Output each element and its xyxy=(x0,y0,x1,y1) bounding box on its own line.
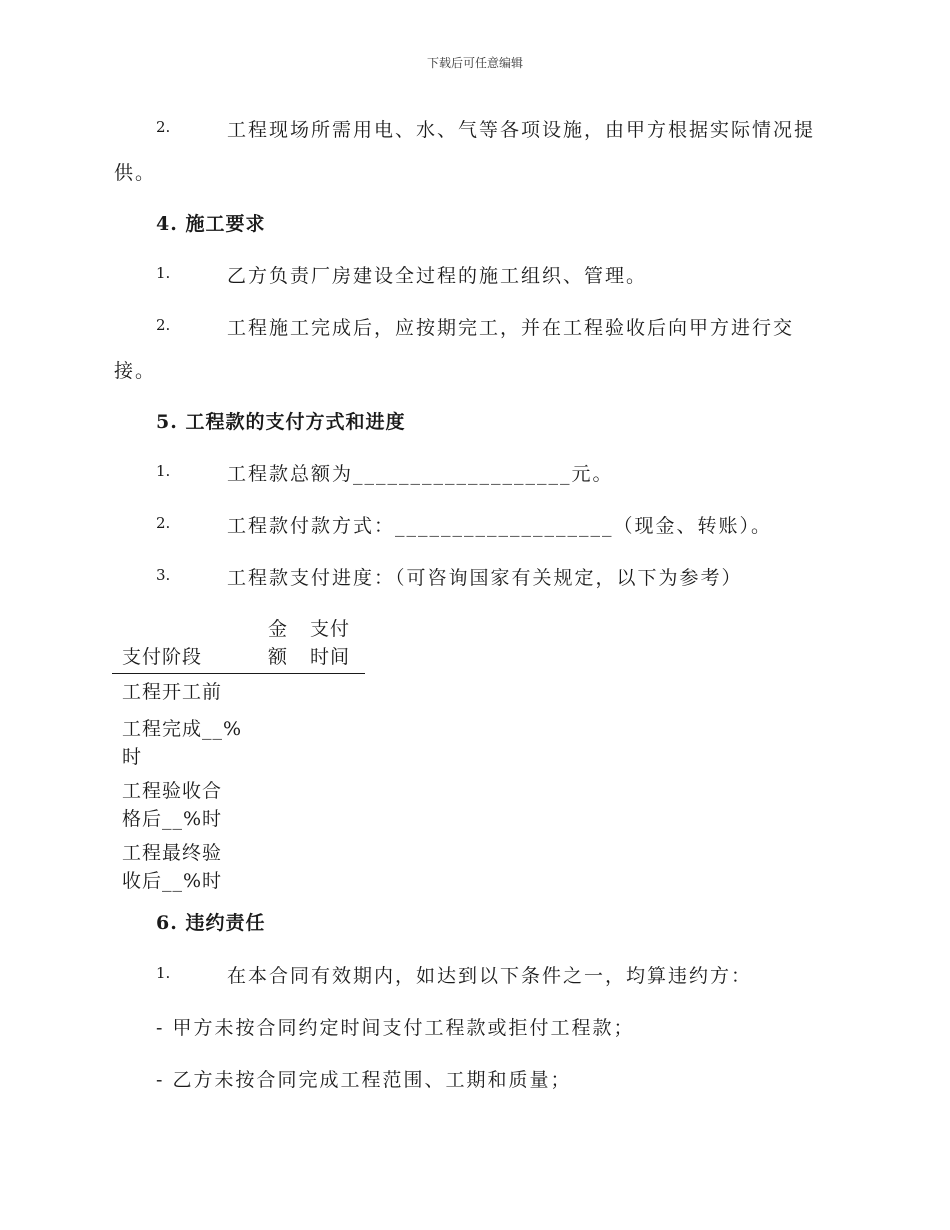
paragraph-line: 接。 xyxy=(114,360,157,382)
paragraph-line: 工程现场所需用电、水、气等各项设施，由甲方根据实际情况提 xyxy=(227,119,816,141)
paragraph-line: 在本合同有效期内，如达到以下条件之一，均算违约方： xyxy=(227,965,753,987)
table-row: 工程验收合 xyxy=(122,780,223,802)
paragraph-line: 工程款支付进度：（可咨询国家有关规定，以下为参考） xyxy=(227,567,743,589)
list-number: 3. xyxy=(156,566,171,584)
section-heading: 5. 工程款的支付方式和进度 xyxy=(156,411,406,433)
paragraph-line: 乙方负责厂房建设全过程的施工组织、管理。 xyxy=(227,265,648,287)
list-number: 1. xyxy=(156,264,171,282)
list-number: 2. xyxy=(156,316,171,334)
table-header-time: 支付 xyxy=(310,618,351,640)
section-heading: 6. 违约责任 xyxy=(156,912,266,934)
table-header-stage: 支付阶段 xyxy=(122,646,203,668)
list-number: 2. xyxy=(156,118,171,136)
list-number: 1. xyxy=(156,462,171,480)
table-row: 收后__%时 xyxy=(122,870,223,892)
table-header-amount: 额 xyxy=(268,646,289,668)
table-header-time: 时间 xyxy=(310,646,351,668)
bullet-item: - 乙方未按合同完成工程范围、工期和质量； xyxy=(156,1069,572,1091)
bullet-item: - 甲方未按合同约定时间支付工程款或拒付工程款； xyxy=(156,1017,635,1039)
table-row: 时 xyxy=(122,746,143,768)
paragraph-line: 工程施工完成后，应按期完工，并在工程验收后向甲方进行交 xyxy=(227,317,795,339)
paragraph-line: 供。 xyxy=(114,162,157,184)
table-row: 工程最终验 xyxy=(122,842,223,864)
list-number: 2. xyxy=(156,514,171,532)
section-heading: 4. 施工要求 xyxy=(156,213,266,235)
table-row: 工程开工前 xyxy=(122,681,223,703)
table-header-amount: 金 xyxy=(268,618,289,640)
table-row: 格后__%时 xyxy=(122,808,223,830)
table-row: 工程完成__% xyxy=(122,718,243,740)
paragraph-line: 工程款总额为___________________元。 xyxy=(227,463,614,485)
list-number: 1. xyxy=(156,964,171,982)
table-header-rule xyxy=(112,673,365,674)
page-header: 下载后可任意编辑 xyxy=(426,56,523,70)
paragraph-line: 工程款付款方式：___________________（现金、转账）。 xyxy=(227,515,773,537)
